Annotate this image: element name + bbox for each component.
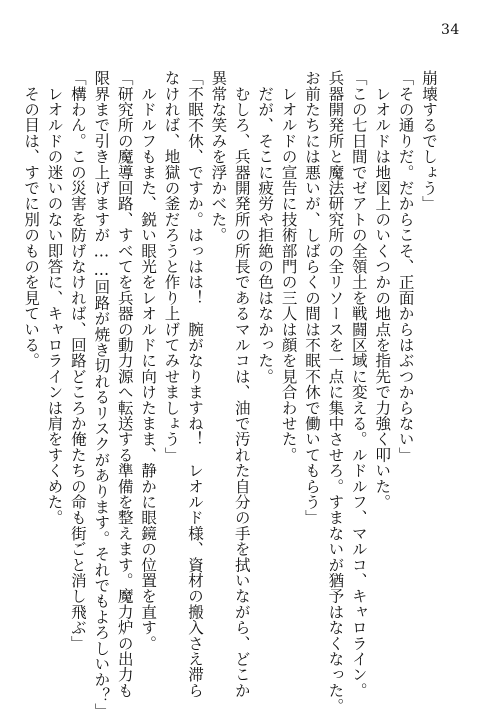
text-line: お前たちには悪いが、しばらくの間は不眠不休で働いてもらう」 (302, 70, 321, 526)
text-line: 「不眠不休、ですか。はっはは！ 腕がなりますね！ レオルド様、資材の搬入さえ滞ら (185, 70, 204, 698)
text-line: レオルドの宣告に技術部門の三人は顔を見合わせた。 (279, 70, 298, 463)
text-line: むしろ、兵器開発所の所長であるマルコは、油で汚れた自分の手を拭いながら、どこか (232, 70, 251, 698)
text-line: 「研究所の魔導回路、すべてを兵器の動力源へ転送する準備を整えます。魔力炉の出力も (115, 70, 134, 698)
text-line: 「この七日間でゼアトの全領土を戦闘区域に変える。ルドルフ、マルコ、キャロライン。 (349, 70, 368, 698)
text-line: 異常な笑みを浮かべた。 (209, 70, 228, 243)
text-line: 崩壊するでしょう」 (420, 70, 438, 212)
text-line: 限界まで引き上げますが……回路が焼き切れるリスクがあります。それでもよろしいか？」 (92, 70, 111, 719)
text-line: レオルドの迷いのない即答に、キャロラインは肩をすくめた。 (45, 70, 64, 526)
text-line: だが、そこに疲労や拒絶の色はなかった。 (256, 70, 275, 384)
text-line: その目は、すでに別のものを見ている。 (22, 70, 41, 369)
text-line: 兵器開発所と魔法研究所の全リソースを一点に集中させろ。すまないが猶予はなくなった。 (326, 70, 345, 714)
page-number: 34 (441, 22, 460, 38)
text-line: なければ、地獄の釜だろうと作り上げてみせましょう」 (162, 70, 181, 463)
text-line: レオルドは地図上のいくつかの地点を指先で力強く叩いた。 (373, 70, 392, 510)
body-text (19, 70, 440, 719)
text-line: 「その通りだ。だからこそ、正面からはぶつからない」 (396, 70, 415, 463)
text-line: 「構わん。この災害を防げなければ、回路どころか俺たちの命も街ごと消し飛ぶ」 (68, 70, 87, 651)
text-line: ルドルフもまた、鋭い眼光をレオルドに向けたまま、静かに眼鏡の位置を直す。 (139, 70, 158, 651)
